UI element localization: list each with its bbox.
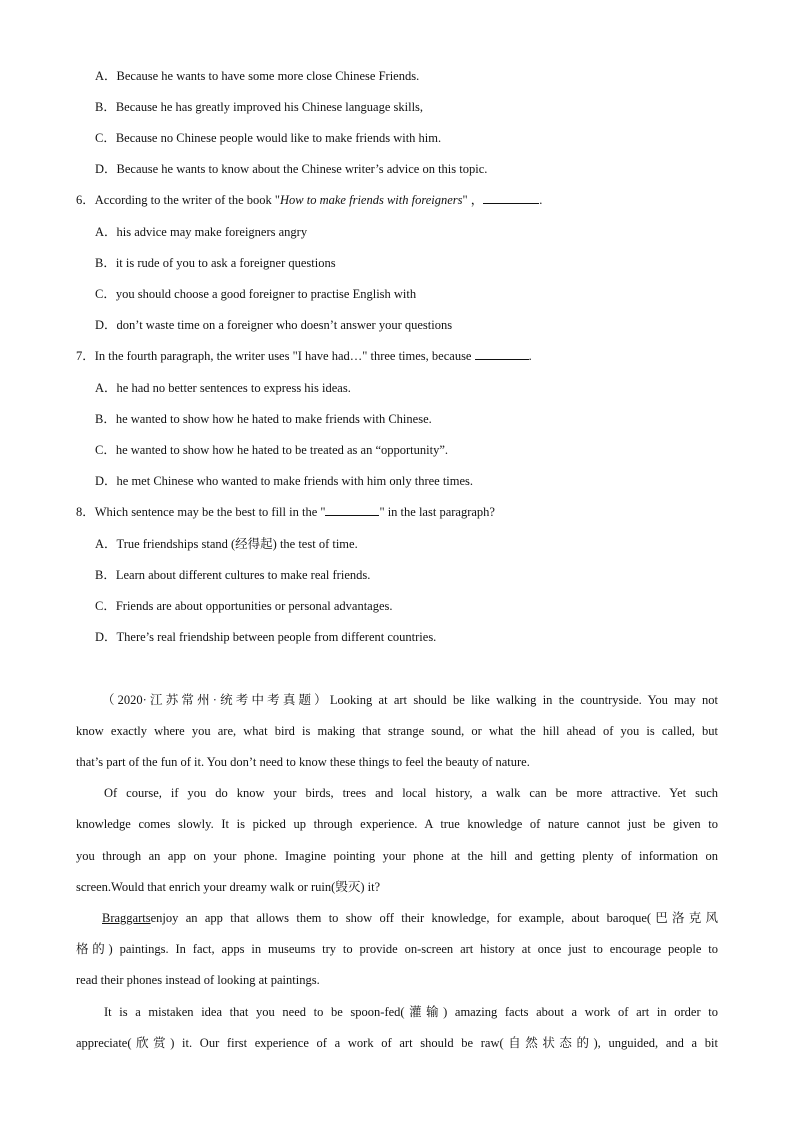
p1-line-1: （2020·江苏常州·统考中考真题）Looking at art should be like walking in the countryside. You may not (102, 693, 718, 707)
p1-line-3: that’s part of the fun of it. You don’t need to know these things to feel the beauty of nature. (76, 755, 530, 769)
q6-option-a: A．his advice may make foreigners angry (95, 225, 308, 239)
q5-option-d: D．Because he wants to know about the Chinese writer’s advice on this topic. (95, 162, 488, 176)
q7-end: . (528, 349, 532, 363)
q5-option-b: B．Because he has greatly improved his Chinese language skills, (95, 100, 424, 114)
q8-prefix: 8．Which sentence may be the best to fill in the " (76, 505, 326, 519)
q5-option-c: C．Because no Chinese people would like to make friends with him. (95, 131, 442, 145)
q7-option-a: A．he had no better sentences to express his ideas. (95, 381, 351, 395)
q6-option-d: D．don’t waste time on a foreigner who doesn’t answer your questions (95, 318, 453, 332)
p2-line-2: knowledge comes slowly. It is picked up through experience. A true knowledge of nature cannot just be given to (76, 817, 718, 831)
q6-option-b: B．it is rude of you to ask a foreigner questions (95, 256, 336, 270)
p2-line-1: Of course, if you do know your birds, trees and local history, a walk can be more attractive. Yet such (104, 786, 718, 800)
q6-prefix: 6．According to the writer of the book " (76, 193, 281, 207)
q8-option-a: A．True friendships stand (经得起) the test of time. (95, 537, 358, 551)
q7-option-c: C．he wanted to show how he hated to be treated as an “opportunity”. (95, 443, 449, 457)
p4-line-1: It is a mistaken idea that you need to be spoon-fed(灌输) amazing facts about a work of art in order to (104, 1005, 718, 1019)
p3-line-1-rest: enjoy an app that allows them to show off their knowledge, for example, about baroque(巴洛克风 (150, 911, 718, 925)
q8-answer-blank[interactable] (325, 504, 379, 516)
q7-prefix: 7．In the fourth paragraph, the writer uses "I have had…" three times, because (76, 349, 472, 363)
q7-option-b: B．he wanted to show how he hated to make friends with Chinese. (95, 412, 432, 426)
q7-answer-blank[interactable] (475, 348, 529, 360)
p2-line-4: screen.Would that enrich your dreamy walk or ruin(毁灭) it? (76, 880, 381, 894)
p3-line-3: read their phones instead of looking at paintings. (76, 973, 320, 987)
q8-option-c: C．Friends are about opportunities or personal advantages. (95, 599, 393, 613)
p4-line-2: appreciate(欣赏) it. Our first experience of a work of art should be raw(自然状态的), unguided, and a bit (76, 1036, 718, 1050)
q6-stem (76, 192, 542, 208)
q8-option-b: B．Learn about different cultures to make real friends. (95, 568, 371, 582)
p3-line-2: 格的) paintings. In fact, apps in museums try to provide on-screen art history at once just to encourage people to (76, 942, 718, 956)
p2-line-3: you through an app on your phone. Imagine pointing your phone at the hill and getting plenty of information on (76, 849, 718, 863)
braggarts-word: Braggarts (102, 911, 151, 925)
q7-stem (76, 348, 532, 364)
q7-option-d: D．he met Chinese who wanted to make friends with him only three times. (95, 474, 474, 488)
p3-line-1 (102, 910, 718, 926)
q5-option-a: A．Because he wants to have some more close Chinese Friends. (95, 69, 420, 83)
q8-stem (76, 504, 495, 520)
q6-option-c: C．you should choose a good foreigner to practise English with (95, 287, 417, 301)
q8-suffix: " in the last paragraph? (379, 505, 495, 519)
q6-suffix: " ， (462, 193, 484, 207)
q6-book-title: How to make friends with foreigners (280, 193, 463, 207)
p1-line-2: know exactly where you are, what bird is making that strange sound, or what the hill ahead of you is called, but (76, 724, 718, 738)
q8-option-d: D．There’s real friendship between people from different countries. (95, 630, 437, 644)
q6-answer-blank[interactable] (483, 192, 539, 204)
q6-end: . (539, 193, 543, 207)
